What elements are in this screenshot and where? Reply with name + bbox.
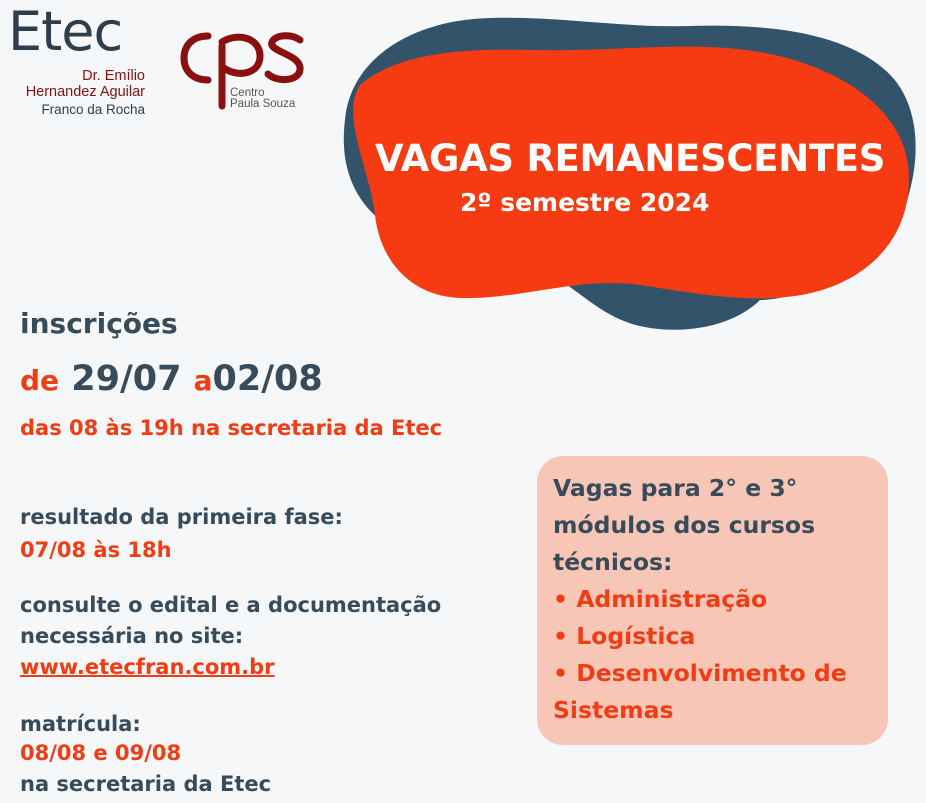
course-item-logistica: • Logística — [553, 622, 696, 650]
banner-title: VAGAS REMANESCENTES — [374, 137, 886, 180]
registration-hours: das 08 às 19h na secretaria da Etec — [20, 416, 443, 440]
registration-to-word: a — [193, 364, 213, 397]
etec-logo-wordmark: Etec — [8, 0, 123, 63]
etec-logo-line1: Dr. Emílio — [82, 68, 145, 84]
course-item-administracao: • Administração — [553, 585, 768, 613]
cps-logo-line2: Paula Souza — [230, 98, 296, 110]
courses-box-line2: módulos dos cursos — [553, 511, 816, 539]
courses-box-line3: técnicos: — [553, 548, 673, 576]
registration-start-date: 29/07 — [71, 359, 182, 399]
course-item-desenvolvimento: • Desenvolvimento de — [553, 659, 847, 687]
enrollment-place: na secretaria da Etec — [20, 772, 272, 796]
etec-logo-line2: Hernandez Aguilar — [25, 84, 145, 100]
banner-subtitle: 2º semestre 2024 — [460, 188, 710, 217]
enrollment-dates: 08/08 e 09/08 — [20, 741, 182, 765]
courses-box-line1: Vagas para 2° e 3° — [553, 474, 798, 502]
cps-logo-line1: Centro — [230, 87, 265, 99]
course-item-sistemas: Sistemas — [553, 696, 674, 724]
result-date: 07/08 às 18h — [20, 538, 172, 562]
courses-box-content — [553, 470, 847, 729]
site-link[interactable]: www.etecfran.com.br — [20, 655, 275, 679]
enrollment-label: matrícula: — [20, 712, 141, 736]
edital-line2: necessária no site: — [20, 624, 244, 648]
registration-from-word: de — [20, 364, 60, 397]
edital-line1: consulte o edital e a documentação — [20, 593, 442, 617]
registration-heading: inscrições — [20, 307, 178, 340]
etec-logo-line3: Franco da Rocha — [41, 102, 145, 117]
registration-dates — [20, 356, 323, 404]
registration-end-date: 02/08 — [212, 359, 323, 399]
result-label: resultado da primeira fase: — [20, 505, 343, 529]
